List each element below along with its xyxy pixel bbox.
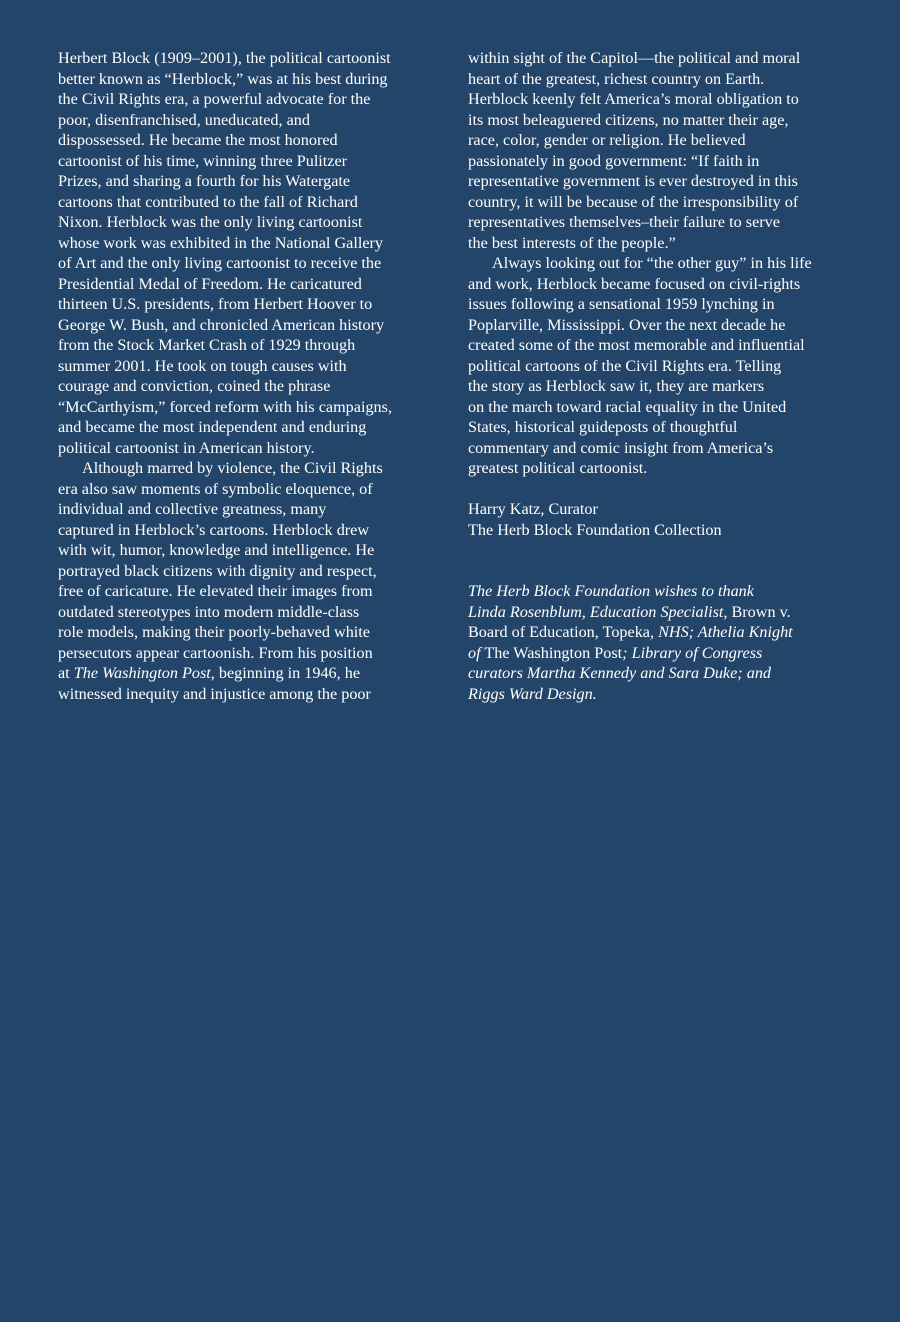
- left-text-column: [58, 48, 434, 704]
- text-line: Nixon. Herblock was the only living cartoonist: [58, 213, 363, 231]
- curator-signature: Harry Katz, Curator: [468, 500, 598, 518]
- text-line: greatest political cartoonist.: [468, 459, 648, 477]
- text-line: Presidential Medal of Freedom. He caricatured: [58, 274, 362, 293]
- acknowledgment-line: curators Martha Kennedy and Sara Duke; and: [468, 664, 772, 682]
- text-line: Poplarville, Mississippi. Over the next decade he: [468, 315, 786, 334]
- text-line: Herbert Block (1909–2001), the political cartoonist: [58, 49, 391, 67]
- publication-title: The Washington Post,: [73, 664, 215, 682]
- spacer: [468, 540, 853, 581]
- text-line: role models, making their poorly-behaved white: [58, 623, 370, 641]
- text-line: dispossessed. He became the most honored: [58, 131, 338, 149]
- text-line: George W. Bush, and chronicled American history: [58, 315, 385, 334]
- text-line: political cartoons of the Civil Rights era. Telling: [468, 356, 782, 375]
- text-line: the Civil Rights era, a powerful advocate for the: [58, 90, 371, 108]
- text-segment: , NHS; Athelia Knight: [649, 623, 793, 641]
- text-line: country, it will be because of the irresponsibility of: [468, 192, 799, 211]
- text-line: representatives themselves–their failure to serve: [468, 213, 780, 231]
- text-line: its most beleaguered citizens, no matter their age,: [468, 110, 789, 129]
- acknowledgment-line: [468, 622, 853, 643]
- publication-title: The Washington Post: [480, 643, 623, 662]
- text-line: captured in Herblock’s cartoons. Herblock drew: [58, 520, 370, 539]
- text-line: poor, disenfranchised, uneducated, and: [58, 110, 310, 129]
- text-line: outdated stereotypes into modern middle-class: [58, 602, 360, 621]
- text-line: political cartoonist in American history.: [58, 438, 315, 457]
- text-line: era also saw moments of symbolic eloquence, of: [58, 479, 373, 498]
- text-line: States, historical guideposts of thoughtful: [468, 418, 738, 436]
- text-segment: Linda Rosenblum, Education Specialist,: [468, 602, 728, 621]
- text-line: individual and collective greatness, many: [58, 500, 327, 518]
- text-line: and became the most independent and enduring: [58, 418, 367, 436]
- acknowledgment-line: The Herb Block Foundation wishes to thank: [468, 582, 754, 600]
- text-line: cartoons that contributed to the fall of Richard: [58, 192, 358, 211]
- text-segment: ; Library of Congress: [622, 643, 763, 662]
- text-segment: Board of Education, Topeka: [468, 623, 650, 641]
- text-segment: of: [468, 643, 481, 662]
- right-text-column: [468, 48, 853, 704]
- spacer: [468, 479, 853, 500]
- acknowledgment-line: Riggs Ward Design.: [468, 684, 597, 703]
- text-line: issues following a sensational 1959 lynching in: [468, 295, 775, 313]
- text-line: race, color, gender or religion. He believed: [468, 131, 746, 149]
- text-line: Herblock keenly felt America’s moral obligation to: [468, 90, 799, 108]
- text-line: better known as “Herblock,” was at his best during: [58, 69, 388, 88]
- curator-affiliation: The Herb Block Foundation Collection: [468, 520, 722, 539]
- paragraph-first-line: Always looking out for “the other guy” in his life: [492, 254, 812, 272]
- text-line: whose work was exhibited in the National Gallery: [58, 233, 384, 252]
- text-line: from the Stock Market Crash of 1929 through: [58, 336, 356, 354]
- text-segment: at: [58, 664, 74, 682]
- text-segment: beginning in 1946, he: [214, 664, 361, 682]
- text-line: summer 2001. He took on tough causes with: [58, 356, 347, 375]
- text-line: witnessed inequity and injustice among the poor: [58, 684, 371, 703]
- text-line: the story as Herblock saw it, they are markers: [468, 377, 765, 395]
- acknowledgment-line: [468, 643, 853, 664]
- text-segment: Brown v.: [727, 602, 791, 621]
- text-line: with wit, humor, knowledge and intelligence. He: [58, 541, 375, 559]
- text-line: the best interests of the people.”: [468, 233, 676, 252]
- paragraph-first-line: Although marred by violence, the Civil Rights: [82, 459, 383, 477]
- text-line: free of caricature. He elevated their images from: [58, 582, 373, 600]
- text-line: of Art and the only living cartoonist to receive the: [58, 254, 382, 272]
- text-line: passionately in good government: “If faith in: [468, 151, 760, 170]
- acknowledgment-line: [468, 602, 853, 623]
- text-line: cartoonist of his time, winning three Pulitzer: [58, 151, 348, 170]
- text-line: commentary and comic insight from America’s: [468, 438, 774, 457]
- text-line-with-publication: [58, 663, 434, 684]
- text-line: persecutors appear cartoonish. From his position: [58, 643, 373, 662]
- text-line: representative government is ever destroyed in this: [468, 172, 798, 190]
- acknowledgment: [468, 581, 853, 704]
- text-line: on the march toward racial equality in the United: [468, 397, 787, 416]
- text-line: Prizes, and sharing a fourth for his Watergate: [58, 172, 351, 190]
- text-line: courage and conviction, coined the phrase: [58, 377, 331, 395]
- text-line: thirteen U.S. presidents, from Herbert Hoover to: [58, 295, 373, 313]
- text-line: and work, Herblock became focused on civil-rights: [468, 274, 801, 293]
- text-line: portrayed black citizens with dignity and respect,: [58, 561, 377, 580]
- text-line: “McCarthyism,” forced reform with his campaigns,: [58, 397, 392, 416]
- text-line: heart of the greatest, richest country on Earth.: [468, 69, 765, 88]
- text-line: created some of the most memorable and influential: [468, 336, 805, 354]
- text-line: within sight of the Capitol—the political and moral: [468, 49, 801, 67]
